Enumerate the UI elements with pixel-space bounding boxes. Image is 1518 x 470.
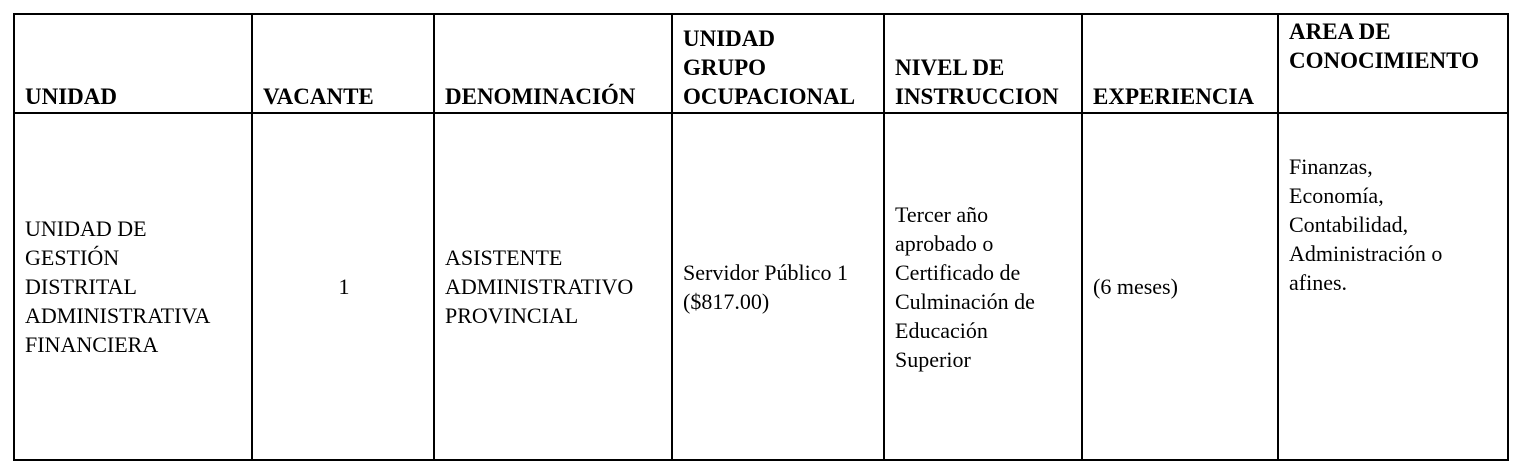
cell-grupo-ocupacional xyxy=(672,113,884,460)
cell-denominacion xyxy=(434,113,672,460)
header-area-conocimiento xyxy=(1278,14,1508,113)
header-experiencia xyxy=(1082,14,1278,113)
header-grupo-ocupacional-label: UNIDAD GRUPO OCUPACIONAL xyxy=(683,26,856,109)
cell-vacante xyxy=(252,113,434,460)
cell-experiencia xyxy=(1082,113,1278,460)
header-area-conocimiento-label: AREA DE CONOCIMIENTO xyxy=(1289,19,1479,73)
vacancy-table xyxy=(13,13,1509,461)
header-vacante-label: VACANTE xyxy=(263,84,374,109)
table-row xyxy=(14,113,1508,460)
cell-area-conocimiento xyxy=(1278,113,1508,460)
header-experiencia-label: EXPERIENCIA xyxy=(1093,84,1255,109)
cell-vacante-text: 1 xyxy=(338,274,350,299)
cell-area-conocimiento-text: Finanzas, Economía, Contabilidad, Administración o afines. xyxy=(1289,154,1443,295)
cell-unidad-text: UNIDAD DE GESTIÓN DISTRITAL ADMINISTRATIVA FINANCIERA xyxy=(25,216,211,357)
header-nivel-instruccion xyxy=(884,14,1082,113)
header-grupo-ocupacional xyxy=(672,14,884,113)
header-unidad-label: UNIDAD xyxy=(25,84,117,109)
header-vacante xyxy=(252,14,434,113)
cell-grupo-ocupacional-text: Servidor Público 1 ($817.00) xyxy=(683,259,848,314)
cell-experiencia-text: (6 meses) xyxy=(1093,274,1178,299)
cell-unidad xyxy=(14,113,252,460)
header-row xyxy=(14,14,1508,113)
cell-denominacion-text: ASISTENTE ADMINISTRATIVO PROVINCIAL xyxy=(445,245,634,328)
cell-nivel-instruccion xyxy=(884,113,1082,460)
cell-nivel-instruccion-text: Tercer año aprobado o Certificado de Culminación de Educación Superior xyxy=(895,201,1035,372)
header-nivel-instruccion-label: NIVEL DE INSTRUCCION xyxy=(895,55,1059,109)
header-denominacion xyxy=(434,14,672,113)
header-denominacion-label: DENOMINACIÓN xyxy=(445,84,636,109)
header-unidad xyxy=(14,14,252,113)
